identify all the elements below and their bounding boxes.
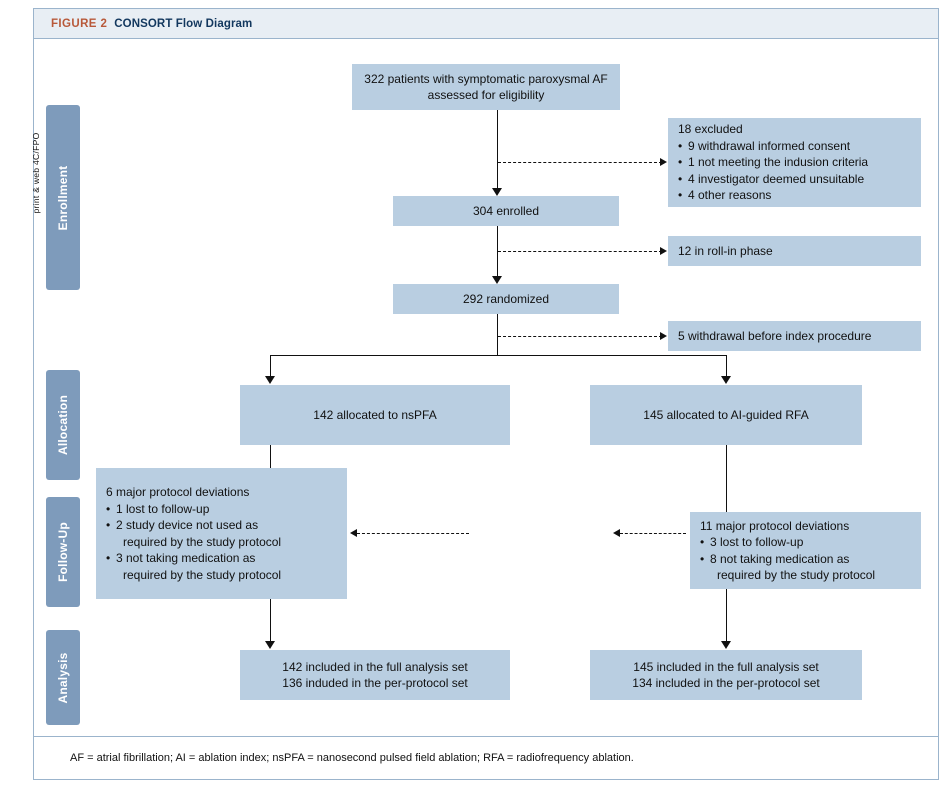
node-deviations-right-list [700, 534, 875, 584]
node-deviations-left-content [106, 484, 281, 583]
node-deviations-left [96, 468, 347, 599]
arrow-left-arm [265, 641, 275, 649]
dashline-rollin [498, 251, 662, 252]
figure-label: FIGURE 2 [51, 17, 108, 30]
dashline-excluded [498, 162, 662, 163]
node-alloc-right [590, 385, 862, 445]
arrow-withdrawal [660, 332, 667, 340]
node-deviations-left-list [106, 501, 281, 584]
node-excluded [668, 118, 921, 207]
arrow-deviations-right [613, 529, 620, 537]
list-item: • 9 withdrawal informed consent [678, 138, 868, 155]
figure-footnote: AF = atrial fibrillation; AI = ablation index; nsPFA = nanosecond pulsed field ablation; RFA = radiofrequency ablation. [34, 736, 938, 779]
arrow-rollin [660, 247, 667, 255]
node-analysis-right-content [632, 659, 819, 692]
arrow-split-left [265, 376, 275, 384]
dashline-deviations-right [620, 533, 686, 534]
node-assessed-text: 322 patients with symptomatic paroxysmal AF assessed for eligibility [364, 71, 608, 102]
figure-title: CONSORT Flow Diagram [114, 17, 253, 30]
line-assessed-to-enrolled [497, 110, 498, 192]
line-enrolled-to-randomized [497, 226, 498, 280]
dashline-withdrawal [498, 336, 662, 337]
node-analysis-left-line1: 142 included in the full analysis set [282, 659, 468, 674]
list-item: • 3 not taking medication as required by the study protocol [106, 550, 281, 583]
node-excluded-list [678, 138, 868, 204]
node-deviations-right-title: 11 major protocol deviations [700, 518, 850, 533]
node-excluded-title: 18 excluded [678, 122, 743, 137]
node-alloc-left [240, 385, 510, 445]
arrow-right-arm [721, 641, 731, 649]
arrow-deviations-left [350, 529, 357, 537]
node-deviations-right-content [700, 518, 875, 584]
phase-enrollment [46, 105, 80, 290]
list-item: • 2 study device not used as required by the study protocol [106, 517, 281, 550]
list-item: • 4 other reasons [678, 187, 868, 204]
node-analysis-right [590, 650, 862, 700]
node-deviations-left-title: 6 major protocol deviations [106, 485, 250, 499]
line-randomized-down [497, 314, 498, 356]
node-alloc-right-text: 145 allocated to AI-guided RFA [643, 407, 809, 422]
node-withdrawal-index [668, 321, 921, 351]
line-allocation-split [270, 355, 727, 356]
list-item: • 4 investigator deemed unsuitable [678, 171, 868, 188]
node-enrolled-text: 304 enrolled [472, 203, 540, 218]
node-deviations-right [690, 512, 921, 589]
phase-followup-label: Follow-Up [56, 522, 70, 582]
node-analysis-left-content [282, 659, 467, 692]
node-analysis-right-line2: 134 included in the per-protocol set [632, 676, 820, 690]
phase-enrollment-label: Enrollment [56, 165, 70, 230]
arrow-split-right [721, 376, 731, 384]
arrow-enrolled-to-randomized [492, 276, 502, 284]
node-excluded-content [678, 121, 868, 204]
node-rollin [668, 236, 921, 266]
node-withdrawal-index-text: 5 withdrawal before index procedure [678, 328, 872, 343]
node-assessed [352, 64, 620, 110]
phase-analysis-label: Analysis [56, 652, 70, 703]
node-rollin-text: 12 in roll-in phase [678, 243, 773, 258]
phase-allocation-label: Allocation [56, 394, 70, 456]
figure-title-bar [34, 9, 938, 39]
node-alloc-left-text: 142 allocated to nsPFA [313, 407, 437, 422]
print-web-note: print & web 4C/FPO [31, 132, 41, 214]
list-item: • 3 lost to follow-up [700, 534, 875, 551]
phase-analysis [46, 630, 80, 725]
node-randomized-text: 292 randomized [462, 291, 550, 306]
arrow-excluded [660, 158, 667, 166]
arrow-assessed-to-enrolled [492, 188, 502, 196]
list-item: • 1 not meeting the indusion criteria [678, 154, 868, 171]
list-item: • 8 not taking medication as required by the study protocol [700, 551, 875, 584]
phase-followup [46, 497, 80, 607]
phase-allocation [46, 370, 80, 480]
node-analysis-left-line2: 136 induded in the per-protocol set [282, 676, 468, 690]
node-analysis-left [240, 650, 510, 700]
node-randomized [393, 284, 619, 314]
node-enrolled [393, 196, 619, 226]
dashline-deviations-left [357, 533, 469, 534]
list-item: • 1 lost to follow-up [106, 501, 281, 518]
node-analysis-right-line1: 145 included in the full analysis set [633, 659, 819, 674]
